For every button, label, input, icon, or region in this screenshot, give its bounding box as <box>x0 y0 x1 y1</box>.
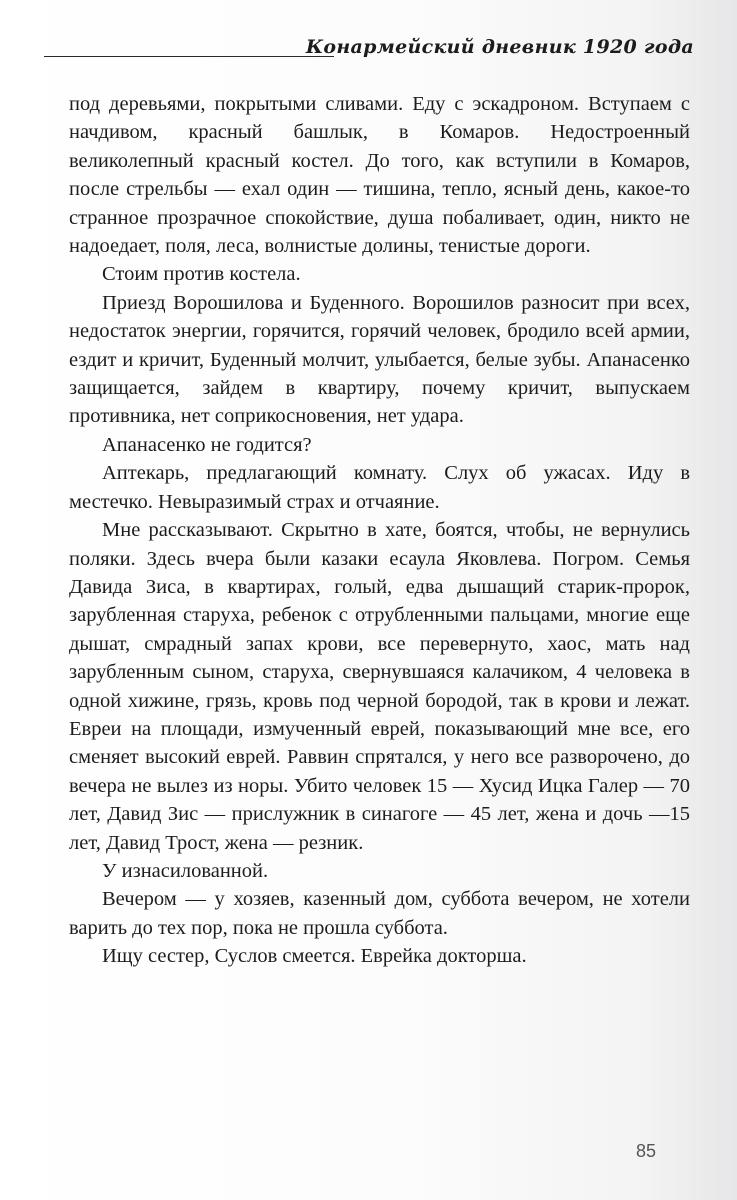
running-header <box>44 36 694 70</box>
paragraph-3: Приезд Ворошилова и Буденного. Ворошилов разносит при всех, недостаток энергии, горячится, горячий человек, бродило всей армии, ездит и кричит, Буденный молчит, улыбается, белые зубы. Апанасенко защищается, зайдем в квартиру, почему кричит, выпускаем противника, нет соприкосновения, нет удара. <box>69 291 690 428</box>
paragraph-8: Вечером — у хозяев, казенный дом, суббота вечером, не хотели варить до тех пор, пока не прошла суббота. <box>69 888 690 939</box>
header-title: Конармейский дневник 1920 года <box>305 36 694 58</box>
paragraph-2: Стоим против костела. <box>102 263 301 286</box>
page-number: 85 <box>636 1141 657 1161</box>
paragraph-4: Апанасенко не годится? <box>102 433 312 456</box>
paragraph-7: У изнасилованной. <box>102 859 269 882</box>
body-text <box>69 90 690 971</box>
paragraph-1: под деревьями, покрытыми сливами. Еду с эскадроном. Вступаем с начдивом, красный башлык, в Комаров. Недостроенный великолепный красный костел. До того, как вступили в Комаров, после стрельбы — ехал один — тишина, тепло, ясный день, какое-то странное прозрачное спокойствие, душа побаливает, один, никто не надоедает, поля, леса, волнистые долины, тенистые дороги. <box>69 93 690 258</box>
paragraph-6: Мне рассказывают. Скрытно в хате, боятся, чтобы, не вернулись поляки. Здесь вчера были казаки есаула Яковлева. Погром. Семья Давида Зиса, в квартирах, голый, едва дышащий старик-пророк, зарубленная старуха, ребенок с отрубленными пальцами, многие еще дышат, смрадный запах крови, все перевернуто, хаос, мать над зарубленным сыном, старуха, свернувшаяся калачиком, 4 человека в одной хижине, грязь, кровь под черной бородой, так в крови и лежат. Евреи на площади, измученный еврей, показывающий мне все, его сменяет высокий еврей. Раввин спрятался, у него все разворочено, до вечера не вылез из норы. Убито человек 15 — Хусид Ицка Галер — 70 лет, Давид Зис — прислужник в синагоге — 45 лет, жена и дочь —15 лет, Давид Трост, жена — резник. <box>69 519 690 854</box>
paragraph-9: Ищу сестер, Суслов смеется. Еврейка докторша. <box>102 945 527 968</box>
paragraph-5: Аптекарь, предлагающий комнату. Слух об ужасах. Иду в местечко. Невыразимый страх и отчаяние. <box>69 462 690 513</box>
header-rule <box>44 56 334 57</box>
